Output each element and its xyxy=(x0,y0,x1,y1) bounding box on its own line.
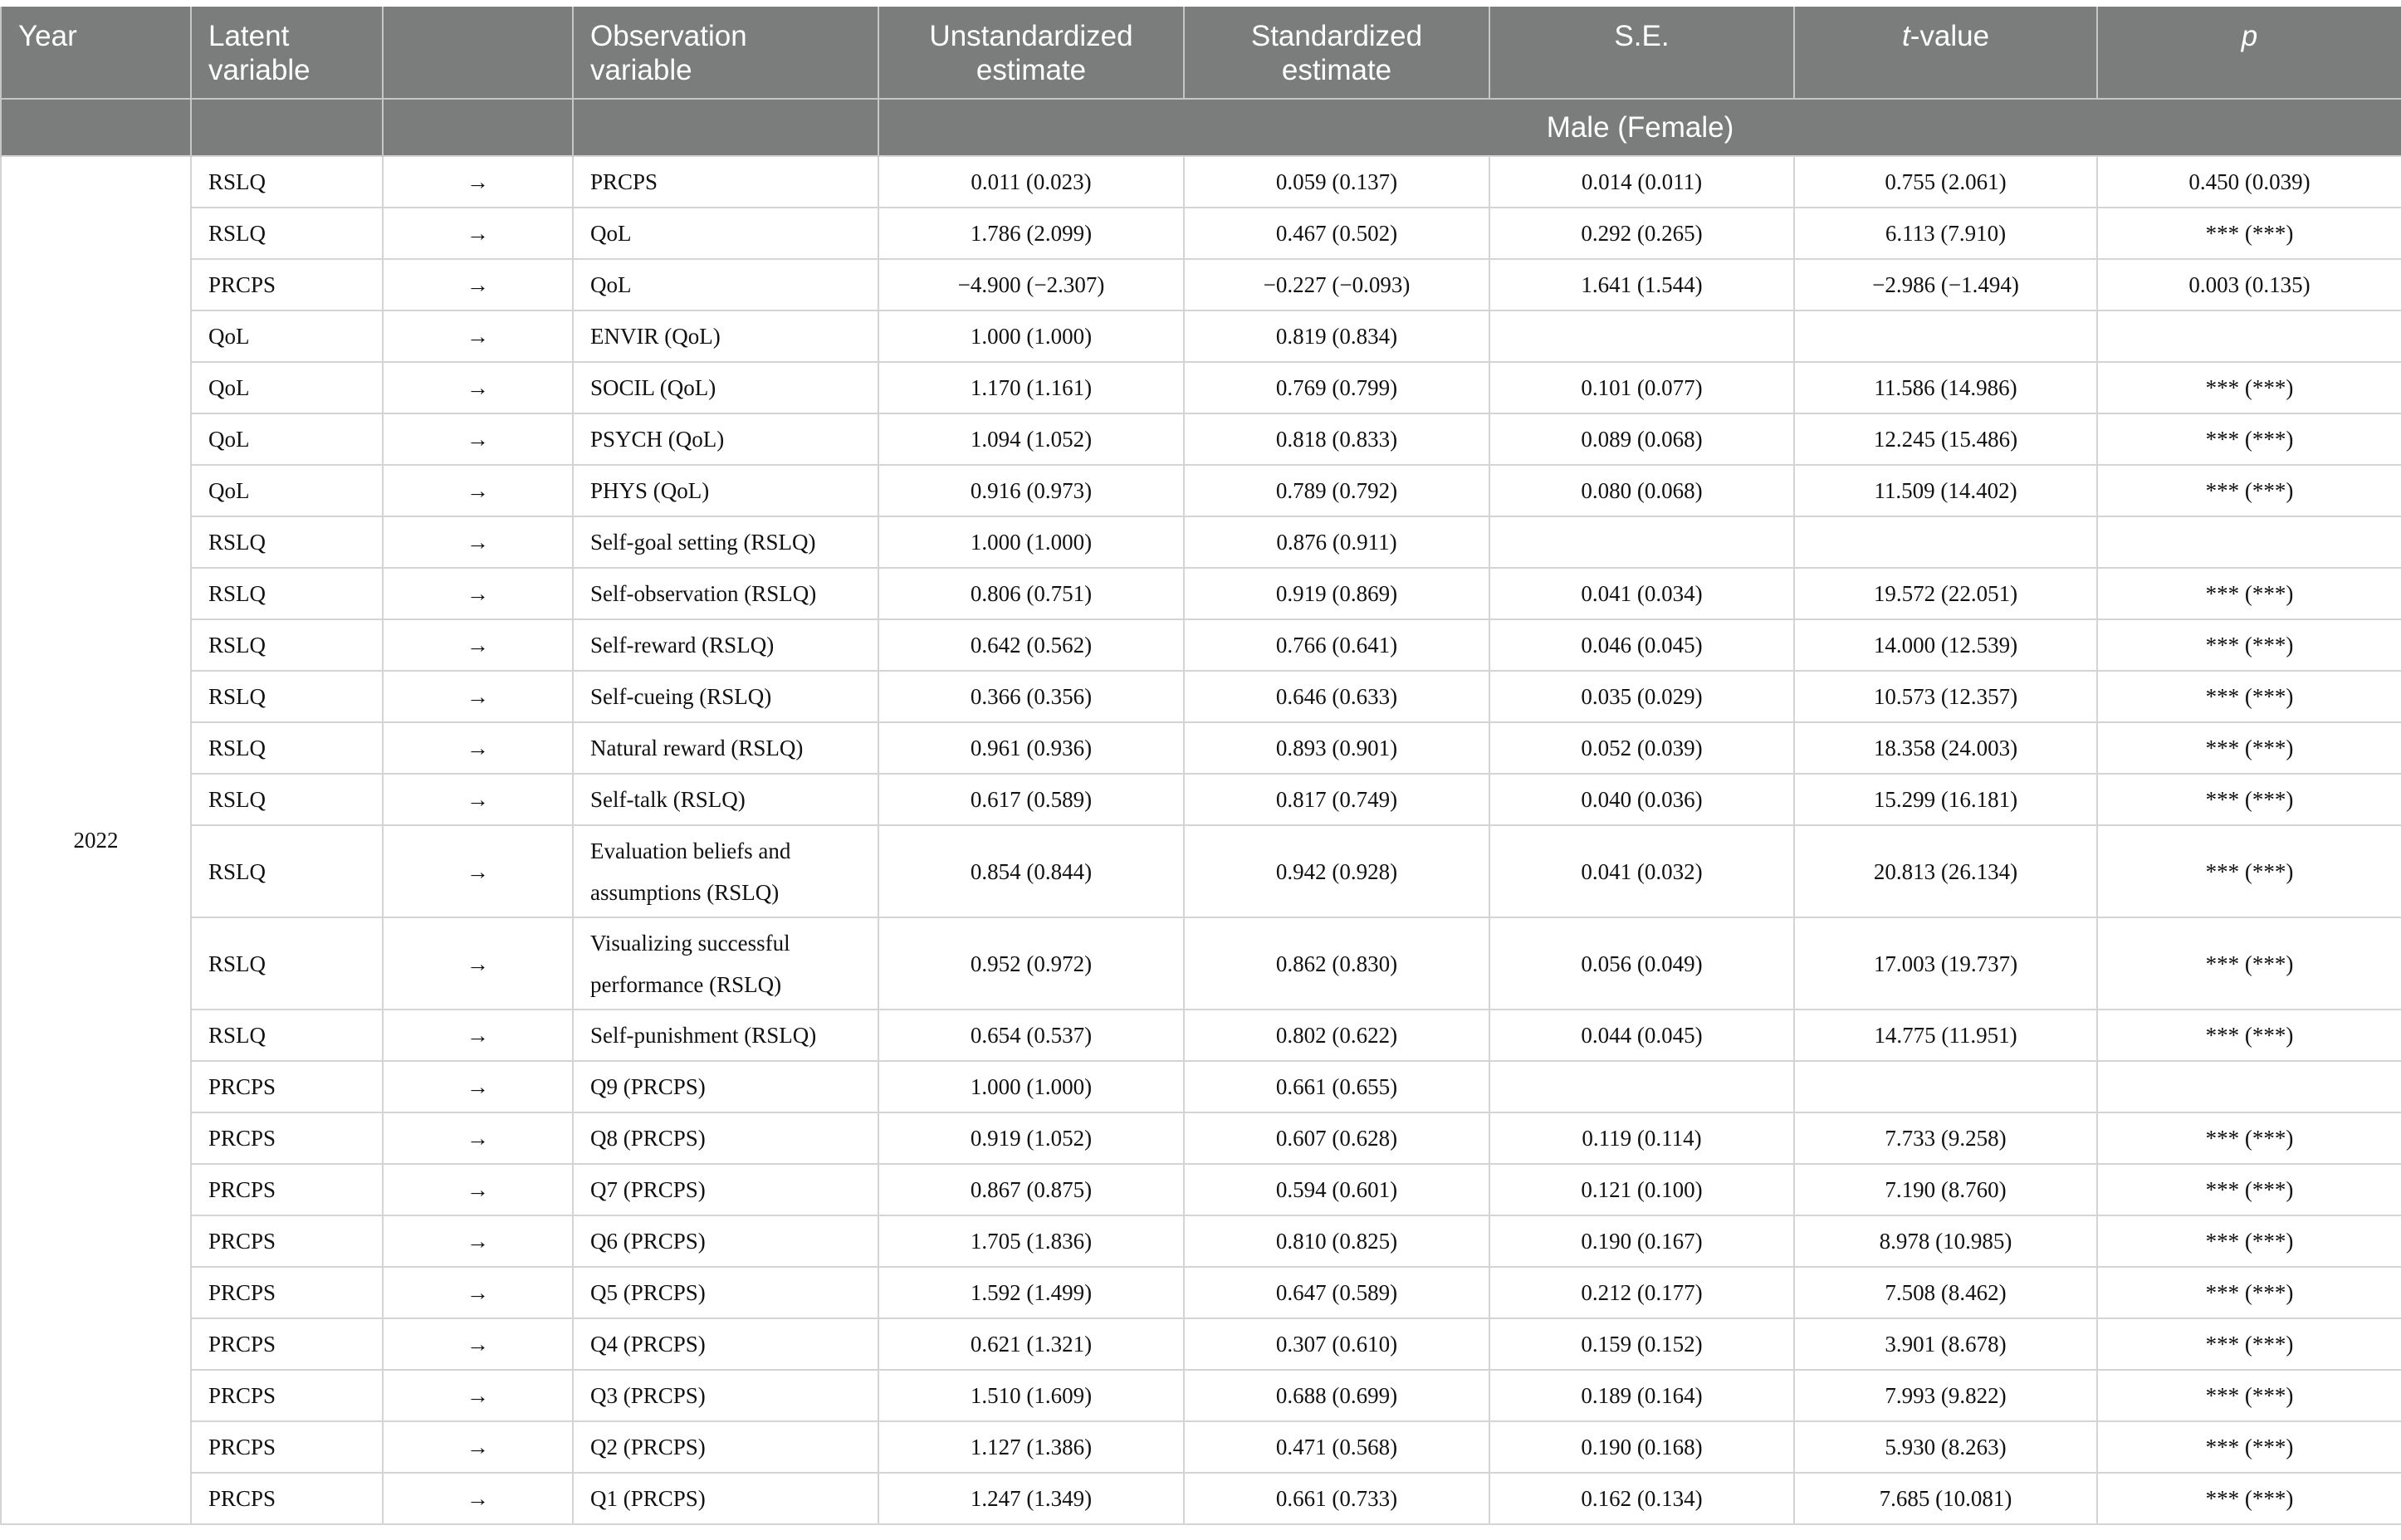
unstandardized-estimate-cell: 0.916 (0.973) xyxy=(878,465,1184,516)
unstandardized-estimate-cell: 1.000 (1.000) xyxy=(878,516,1184,568)
arrow-cell: → xyxy=(383,671,573,722)
observation-variable-cell: Self-cueing (RSLQ) xyxy=(573,671,878,722)
header-row xyxy=(1,7,2401,99)
group-header-blank xyxy=(573,99,878,156)
table-row xyxy=(1,619,2401,671)
unstandardized-estimate-cell: 0.867 (0.875) xyxy=(878,1164,1184,1215)
standardized-estimate-cell: 0.802 (0.622) xyxy=(1184,1010,1489,1061)
unstandardized-estimate-cell: 0.621 (1.321) xyxy=(878,1318,1184,1370)
observation-variable-cell: ENVIR (QoL) xyxy=(573,310,878,362)
observation-variable-cell: Q4 (PRCPS) xyxy=(573,1318,878,1370)
p-value-cell: *** (***) xyxy=(2097,1112,2401,1164)
arrow-cell: → xyxy=(383,568,573,619)
se-cell: 0.080 (0.068) xyxy=(1489,465,1794,516)
arrow-cell: → xyxy=(383,259,573,310)
arrow-cell: → xyxy=(383,722,573,774)
latent-variable-cell: RSLQ xyxy=(191,516,383,568)
t-value-cell xyxy=(1794,310,2097,362)
arrow-cell: → xyxy=(383,208,573,259)
latent-variable-cell: QoL xyxy=(191,413,383,465)
header-standardized-estimate: Standardized estimate xyxy=(1184,7,1489,99)
unstandardized-estimate-cell: 0.854 (0.844) xyxy=(878,825,1184,917)
unstandardized-estimate-cell: 1.786 (2.099) xyxy=(878,208,1184,259)
unstandardized-estimate-cell: 1.000 (1.000) xyxy=(878,1061,1184,1112)
observation-variable-cell: Self-goal setting (RSLQ) xyxy=(573,516,878,568)
p-value-cell: *** (***) xyxy=(2097,825,2401,917)
table-row xyxy=(1,1473,2401,1524)
observation-variable-cell: Visualizing successful performance (RSLQ) xyxy=(573,917,878,1010)
t-value-cell: 18.358 (24.003) xyxy=(1794,722,2097,774)
p-value-cell: *** (***) xyxy=(2097,465,2401,516)
latent-variable-cell: RSLQ xyxy=(191,917,383,1010)
latent-variable-cell: RSLQ xyxy=(191,722,383,774)
latent-variable-cell: QoL xyxy=(191,310,383,362)
standardized-estimate-cell: 0.471 (0.568) xyxy=(1184,1421,1489,1473)
se-cell: 0.121 (0.100) xyxy=(1489,1164,1794,1215)
arrow-cell: → xyxy=(383,1421,573,1473)
t-value-cell: 19.572 (22.051) xyxy=(1794,568,2097,619)
observation-variable-cell: PSYCH (QoL) xyxy=(573,413,878,465)
table-row xyxy=(1,259,2401,310)
arrow-cell: → xyxy=(383,825,573,917)
p-value-cell: *** (***) xyxy=(2097,1215,2401,1267)
t-value-cell: 7.508 (8.462) xyxy=(1794,1267,2097,1318)
observation-variable-cell: Self-talk (RSLQ) xyxy=(573,774,878,825)
t-value-cell xyxy=(1794,1061,2097,1112)
se-cell: 0.190 (0.167) xyxy=(1489,1215,1794,1267)
table-row xyxy=(1,1318,2401,1370)
arrow-cell: → xyxy=(383,1215,573,1267)
latent-variable-cell: RSLQ xyxy=(191,825,383,917)
latent-variable-cell: PRCPS xyxy=(191,1370,383,1421)
se-cell: 0.056 (0.049) xyxy=(1489,917,1794,1010)
latent-variable-cell: PRCPS xyxy=(191,259,383,310)
p-value-cell: *** (***) xyxy=(2097,774,2401,825)
p-value-cell: *** (***) xyxy=(2097,619,2401,671)
unstandardized-estimate-cell: 1.705 (1.836) xyxy=(878,1215,1184,1267)
se-cell: 0.014 (0.011) xyxy=(1489,156,1794,208)
sem-results-table xyxy=(0,7,2401,1525)
p-value-cell: *** (***) xyxy=(2097,722,2401,774)
standardized-estimate-cell: 0.688 (0.699) xyxy=(1184,1370,1489,1421)
table-row xyxy=(1,362,2401,413)
latent-variable-cell: PRCPS xyxy=(191,1267,383,1318)
t-value-cell: 7.733 (9.258) xyxy=(1794,1112,2097,1164)
header-latent-variable: Latent variable xyxy=(191,7,383,99)
p-value-cell: *** (***) xyxy=(2097,1267,2401,1318)
se-cell: 1.641 (1.544) xyxy=(1489,259,1794,310)
observation-variable-cell: Q9 (PRCPS) xyxy=(573,1061,878,1112)
table-row xyxy=(1,465,2401,516)
p-value-cell: *** (***) xyxy=(2097,917,2401,1010)
se-cell xyxy=(1489,310,1794,362)
table-row xyxy=(1,1061,2401,1112)
t-value-cell: 11.586 (14.986) xyxy=(1794,362,2097,413)
observation-variable-cell: PRCPS xyxy=(573,156,878,208)
table-row xyxy=(1,774,2401,825)
standardized-estimate-cell: 0.766 (0.641) xyxy=(1184,619,1489,671)
header-year: Year xyxy=(1,7,191,99)
table-row xyxy=(1,413,2401,465)
se-cell xyxy=(1489,1061,1794,1112)
arrow-cell: → xyxy=(383,1112,573,1164)
t-value-cell: −2.986 (−1.494) xyxy=(1794,259,2097,310)
unstandardized-estimate-cell: 0.617 (0.589) xyxy=(878,774,1184,825)
header-arrow xyxy=(383,7,573,99)
p-value-cell: *** (***) xyxy=(2097,1164,2401,1215)
p-value-cell: *** (***) xyxy=(2097,1473,2401,1524)
unstandardized-estimate-cell: 0.952 (0.972) xyxy=(878,917,1184,1010)
se-cell: 0.119 (0.114) xyxy=(1489,1112,1794,1164)
header-se: S.E. xyxy=(1489,7,1794,99)
t-value-cell: 20.813 (26.134) xyxy=(1794,825,2097,917)
arrow-cell: → xyxy=(383,1267,573,1318)
latent-variable-cell: PRCPS xyxy=(191,1473,383,1524)
latent-variable-cell: RSLQ xyxy=(191,671,383,722)
p-value-cell: *** (***) xyxy=(2097,568,2401,619)
arrow-cell: → xyxy=(383,156,573,208)
standardized-estimate-cell: 0.661 (0.733) xyxy=(1184,1473,1489,1524)
group-header-row xyxy=(1,99,2401,156)
se-cell: 0.041 (0.032) xyxy=(1489,825,1794,917)
observation-variable-cell: Self-observation (RSLQ) xyxy=(573,568,878,619)
header-observation-variable: Observation variable xyxy=(573,7,878,99)
t-value-cell: 6.113 (7.910) xyxy=(1794,208,2097,259)
se-cell: 0.089 (0.068) xyxy=(1489,413,1794,465)
latent-variable-cell: RSLQ xyxy=(191,1010,383,1061)
se-cell: 0.052 (0.039) xyxy=(1489,722,1794,774)
unstandardized-estimate-cell: 0.806 (0.751) xyxy=(878,568,1184,619)
table-row xyxy=(1,1215,2401,1267)
standardized-estimate-cell: 0.661 (0.655) xyxy=(1184,1061,1489,1112)
arrow-cell: → xyxy=(383,1318,573,1370)
observation-variable-cell: Q5 (PRCPS) xyxy=(573,1267,878,1318)
year-cell: 2022 xyxy=(1,156,191,1524)
observation-variable-cell: PHYS (QoL) xyxy=(573,465,878,516)
se-cell: 0.292 (0.265) xyxy=(1489,208,1794,259)
observation-variable-cell: Q6 (PRCPS) xyxy=(573,1215,878,1267)
observation-variable-cell: Natural reward (RSLQ) xyxy=(573,722,878,774)
unstandardized-estimate-cell: 0.654 (0.537) xyxy=(878,1010,1184,1061)
t-value-cell: 14.000 (12.539) xyxy=(1794,619,2097,671)
unstandardized-estimate-cell: 0.919 (1.052) xyxy=(878,1112,1184,1164)
t-value-cell: 3.901 (8.678) xyxy=(1794,1318,2097,1370)
p-value-cell: *** (***) xyxy=(2097,1318,2401,1370)
table-row xyxy=(1,1010,2401,1061)
p-value-cell: *** (***) xyxy=(2097,1370,2401,1421)
unstandardized-estimate-cell: 1.000 (1.000) xyxy=(878,310,1184,362)
table-row xyxy=(1,1112,2401,1164)
p-value-cell: *** (***) xyxy=(2097,671,2401,722)
p-value-cell: 0.003 (0.135) xyxy=(2097,259,2401,310)
latent-variable-cell: RSLQ xyxy=(191,568,383,619)
arrow-cell: → xyxy=(383,774,573,825)
observation-variable-cell: Q1 (PRCPS) xyxy=(573,1473,878,1524)
standardized-estimate-cell: 0.818 (0.833) xyxy=(1184,413,1489,465)
se-cell: 0.035 (0.029) xyxy=(1489,671,1794,722)
t-value-cell: 7.685 (10.081) xyxy=(1794,1473,2097,1524)
unstandardized-estimate-cell: 1.247 (1.349) xyxy=(878,1473,1184,1524)
t-value-cell: 15.299 (16.181) xyxy=(1794,774,2097,825)
observation-variable-cell: Q7 (PRCPS) xyxy=(573,1164,878,1215)
standardized-estimate-cell: 0.817 (0.749) xyxy=(1184,774,1489,825)
standardized-estimate-cell: 0.467 (0.502) xyxy=(1184,208,1489,259)
p-value-cell: *** (***) xyxy=(2097,1010,2401,1061)
unstandardized-estimate-cell: 1.094 (1.052) xyxy=(878,413,1184,465)
observation-variable-cell: Q8 (PRCPS) xyxy=(573,1112,878,1164)
unstandardized-estimate-cell: 0.366 (0.356) xyxy=(878,671,1184,722)
se-cell: 0.041 (0.034) xyxy=(1489,568,1794,619)
table-row xyxy=(1,516,2401,568)
standardized-estimate-cell: 0.307 (0.610) xyxy=(1184,1318,1489,1370)
observation-variable-cell: Self-reward (RSLQ) xyxy=(573,619,878,671)
arrow-cell: → xyxy=(383,465,573,516)
arrow-cell: → xyxy=(383,516,573,568)
latent-variable-cell: PRCPS xyxy=(191,1318,383,1370)
unstandardized-estimate-cell: 1.127 (1.386) xyxy=(878,1421,1184,1473)
group-header-blank xyxy=(1,99,191,156)
unstandardized-estimate-cell: 1.510 (1.609) xyxy=(878,1370,1184,1421)
standardized-estimate-cell: 0.919 (0.869) xyxy=(1184,568,1489,619)
arrow-cell: → xyxy=(383,1473,573,1524)
latent-variable-cell: PRCPS xyxy=(191,1112,383,1164)
arrow-cell: → xyxy=(383,917,573,1010)
unstandardized-estimate-cell: 0.642 (0.562) xyxy=(878,619,1184,671)
unstandardized-estimate-cell: −4.900 (−2.307) xyxy=(878,259,1184,310)
observation-variable-cell: SOCIL (QoL) xyxy=(573,362,878,413)
standardized-estimate-cell: 0.594 (0.601) xyxy=(1184,1164,1489,1215)
standardized-estimate-cell: 0.819 (0.834) xyxy=(1184,310,1489,362)
p-value-cell xyxy=(2097,1061,2401,1112)
standardized-estimate-cell: −0.227 (−0.093) xyxy=(1184,259,1489,310)
group-header-male-female: Male (Female) xyxy=(878,99,2401,156)
latent-variable-cell: PRCPS xyxy=(191,1215,383,1267)
arrow-cell: → xyxy=(383,1061,573,1112)
standardized-estimate-cell: 0.646 (0.633) xyxy=(1184,671,1489,722)
t-value-cell: 10.573 (12.357) xyxy=(1794,671,2097,722)
latent-variable-cell: RSLQ xyxy=(191,619,383,671)
latent-variable-cell: QoL xyxy=(191,362,383,413)
t-value-cell: 12.245 (15.486) xyxy=(1794,413,2097,465)
standardized-estimate-cell: 0.893 (0.901) xyxy=(1184,722,1489,774)
se-cell xyxy=(1489,516,1794,568)
standardized-estimate-cell: 0.810 (0.825) xyxy=(1184,1215,1489,1267)
arrow-cell: → xyxy=(383,1010,573,1061)
group-header-blank xyxy=(191,99,383,156)
se-cell: 0.162 (0.134) xyxy=(1489,1473,1794,1524)
arrow-cell: → xyxy=(383,1370,573,1421)
standardized-estimate-cell: 0.876 (0.911) xyxy=(1184,516,1489,568)
group-header-blank xyxy=(383,99,573,156)
observation-variable-cell: Q3 (PRCPS) xyxy=(573,1370,878,1421)
se-cell: 0.101 (0.077) xyxy=(1489,362,1794,413)
se-cell: 0.040 (0.036) xyxy=(1489,774,1794,825)
observation-variable-cell: QoL xyxy=(573,208,878,259)
table-body xyxy=(1,156,2401,1524)
table-row xyxy=(1,1267,2401,1318)
t-value-cell: 14.775 (11.951) xyxy=(1794,1010,2097,1061)
table-row xyxy=(1,825,2401,917)
standardized-estimate-cell: 0.647 (0.589) xyxy=(1184,1267,1489,1318)
p-value-cell: *** (***) xyxy=(2097,208,2401,259)
se-cell: 0.044 (0.045) xyxy=(1489,1010,1794,1061)
latent-variable-cell: PRCPS xyxy=(191,1164,383,1215)
se-cell: 0.046 (0.045) xyxy=(1489,619,1794,671)
t-value-cell xyxy=(1794,516,2097,568)
p-value-cell: *** (***) xyxy=(2097,1421,2401,1473)
unstandardized-estimate-cell: 0.961 (0.936) xyxy=(878,722,1184,774)
table-row xyxy=(1,156,2401,208)
standardized-estimate-cell: 0.769 (0.799) xyxy=(1184,362,1489,413)
arrow-cell: → xyxy=(383,1164,573,1215)
p-value-cell: *** (***) xyxy=(2097,413,2401,465)
unstandardized-estimate-cell: 1.592 (1.499) xyxy=(878,1267,1184,1318)
latent-variable-cell: RSLQ xyxy=(191,774,383,825)
latent-variable-cell: PRCPS xyxy=(191,1061,383,1112)
t-value-cell: 17.003 (19.737) xyxy=(1794,917,2097,1010)
latent-variable-cell: RSLQ xyxy=(191,208,383,259)
t-value-cell: 7.993 (9.822) xyxy=(1794,1370,2097,1421)
table-row xyxy=(1,568,2401,619)
t-value-cell: 0.755 (2.061) xyxy=(1794,156,2097,208)
p-value-cell: *** (***) xyxy=(2097,362,2401,413)
standardized-estimate-cell: 0.607 (0.628) xyxy=(1184,1112,1489,1164)
table-row xyxy=(1,1370,2401,1421)
standardized-estimate-cell: 0.789 (0.792) xyxy=(1184,465,1489,516)
table-row xyxy=(1,917,2401,1010)
p-value-cell: 0.450 (0.039) xyxy=(2097,156,2401,208)
latent-variable-cell: QoL xyxy=(191,465,383,516)
se-cell: 0.212 (0.177) xyxy=(1489,1267,1794,1318)
se-cell: 0.189 (0.164) xyxy=(1489,1370,1794,1421)
observation-variable-cell: Self-punishment (RSLQ) xyxy=(573,1010,878,1061)
latent-variable-cell: PRCPS xyxy=(191,1421,383,1473)
arrow-cell: → xyxy=(383,310,573,362)
t-value-cell: 11.509 (14.402) xyxy=(1794,465,2097,516)
header-unstandardized-estimate: Unstandardized estimate xyxy=(878,7,1184,99)
table-row xyxy=(1,1164,2401,1215)
se-cell: 0.159 (0.152) xyxy=(1489,1318,1794,1370)
arrow-cell: → xyxy=(383,362,573,413)
p-value-cell xyxy=(2097,516,2401,568)
latent-variable-cell: RSLQ xyxy=(191,156,383,208)
standardized-estimate-cell: 0.862 (0.830) xyxy=(1184,917,1489,1010)
table-row xyxy=(1,671,2401,722)
t-value-cell: 5.930 (8.263) xyxy=(1794,1421,2097,1473)
table-row xyxy=(1,722,2401,774)
p-value-cell xyxy=(2097,310,2401,362)
standardized-estimate-cell: 0.942 (0.928) xyxy=(1184,825,1489,917)
arrow-cell: → xyxy=(383,413,573,465)
unstandardized-estimate-cell: 1.170 (1.161) xyxy=(878,362,1184,413)
table-row xyxy=(1,310,2401,362)
table-row xyxy=(1,208,2401,259)
standardized-estimate-cell: 0.059 (0.137) xyxy=(1184,156,1489,208)
observation-variable-cell: Q2 (PRCPS) xyxy=(573,1421,878,1473)
table-row xyxy=(1,1421,2401,1473)
header-t-value: t-value xyxy=(1794,7,2097,99)
header-p: p xyxy=(2097,7,2401,99)
t-value-cell: 8.978 (10.985) xyxy=(1794,1215,2097,1267)
observation-variable-cell: Evaluation beliefs and assumptions (RSLQ) xyxy=(573,825,878,917)
t-value-cell: 7.190 (8.760) xyxy=(1794,1164,2097,1215)
se-cell: 0.190 (0.168) xyxy=(1489,1421,1794,1473)
arrow-cell: → xyxy=(383,619,573,671)
unstandardized-estimate-cell: 0.011 (0.023) xyxy=(878,156,1184,208)
observation-variable-cell: QoL xyxy=(573,259,878,310)
